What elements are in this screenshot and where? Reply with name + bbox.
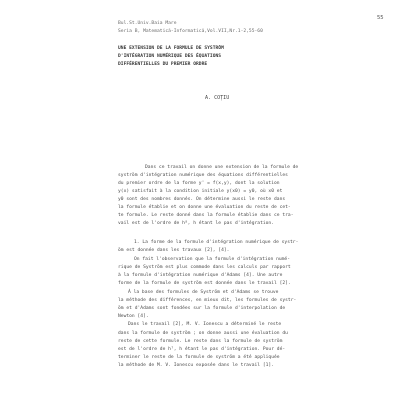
body-line: rique de Syström est plus commode dans les calculs par rapport: [118, 265, 291, 270]
body-line: la méthode de M. V. Ionescu exposée dans le travail [1].: [118, 363, 274, 368]
body-line: Dans le travail [2], M. V. Ionescu a déterminé le reste: [128, 322, 282, 327]
body-line: est de l'ordre de h⁷, h étant le pas d'intégration. Pour dé-: [118, 347, 286, 352]
abstract-line: y(x) satisfait à la condition initiale y(x0) = y0, où x0 et: [118, 189, 283, 194]
body-line: à la formule d'intégration numérique d'Adams [4]. Une autre: [118, 273, 283, 278]
body-line: reste de cette formule. Le reste dans la formule de syström: [118, 339, 283, 344]
body-line: À la base des formules de Syström et d'Adams se trouve: [128, 290, 279, 295]
title-line-1: UNE EXTENSION DE LA FORMULE DE SYSTRÖM: [118, 46, 224, 51]
body-line: forme de la formule de syström est donnée dans le travail [2].: [118, 281, 291, 286]
title-line-2: D'INTÉGRATION NUMÉRIQUE DES ÉQUATIONS: [118, 54, 222, 59]
body-line: öm et d'Adams sont fondées sur la formule d'interpolation de: [118, 306, 286, 311]
journal-header-line-1: Bul.St.Univ.Baia Mare: [118, 21, 177, 26]
journal-header-line-2: Seria B, Matematică-Informatică,Vol.VII,Nr.1-2,55-60: [118, 29, 263, 34]
abstract-line: vail est de l'ordre de h⁸, h étant le pas d'intégration.: [118, 221, 274, 226]
abstract-line: Dans ce travail on donne une extension de la formule de: [145, 165, 299, 170]
body-line: terminer le reste de la formule de syström a été appliquée: [118, 355, 280, 360]
author-name: A. COȚIU: [205, 95, 230, 101]
abstract-line: la formule établie et on donne une évaluation du reste de cet-: [118, 205, 291, 210]
abstract-line: y0 sont des nombres donnés. On détermine aussi le reste dans: [118, 197, 286, 202]
body-line: öm est donnée dans les travaux [2], [4].: [118, 248, 230, 253]
abstract-line: te formule. Le reste donné dans la formule établie dans ce tra-: [118, 213, 294, 218]
abstract-line: du premier ordre de la forme y' = f(x,y), dont la solution: [118, 181, 280, 186]
body-line: la méthode des différences, en mieux dit, les formules de systr-: [118, 298, 297, 303]
body-line: dans la formule de syström ; on donne aussi une évaluation du: [118, 331, 288, 336]
body-line: On fait l'observation que la formule d'intégration numé-: [134, 257, 290, 262]
abstract-line: syström d'intégration numérique des équations différentielles: [118, 173, 288, 178]
body-line: 1. La forme de la formule d'intégration numérique de systr-: [134, 240, 299, 245]
page-number: 55: [377, 15, 384, 21]
title-line-3: DIFFÉRENTIELLES DU PREMIER ORDRE: [118, 62, 208, 67]
body-line: Newton [4].: [118, 314, 149, 319]
